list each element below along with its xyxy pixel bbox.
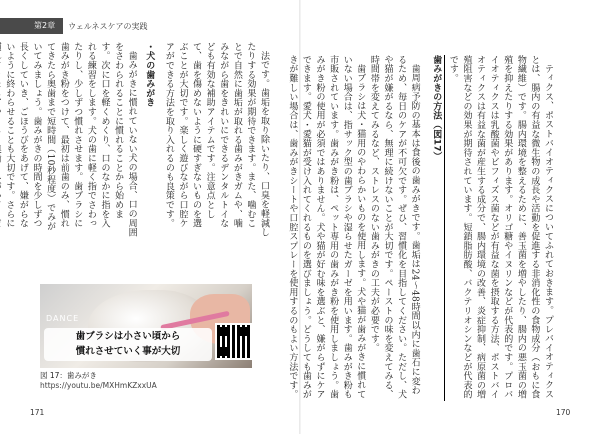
- left-paragraph-2: 歯みがきに慣れていない犬の場合、口の周囲をさわられることに慣れることから始めます。次に口を軽くめくり、口のなかに指を入れる練習をします。犬の歯に軽く指でさわったりし、少しずつ慣れさせます。歯ブラシに歯みがき粉をつけて、最初は前歯のみ、慣れてきたら奥歯まで短時間（10秒程度）でみがいてみましょう。歯みがきの時間を少しずつ長くしていき、ごほうびをあげて、嫌がらないように終わらせることも大切です。さらに: [4, 42, 137, 237]
- qr-code-icon[interactable]: [217, 325, 250, 358]
- left-page-text: [4, 42, 270, 237]
- overlay-line-2: 慣れさせていく事が大切: [75, 346, 181, 357]
- right-paragraph-3: 歯ブラシは犬・猫用のやわらかいものを使用します。犬や猫が歯みがきに慣れていない場合は、指サック型の歯ブラシや湿らせたガーゼを用います。歯みがき粉も市販されています。歯みがき粉は、ペット専用の歯みがき粉を使用しましょう。歯みがき粉の使用が必須ではありません。犬や猫が好む味を選ぶと、嫌がらずにケアできます。愛犬・愛猫が受け入れてくれるものを選びましょう。どうしても歯みがきが難しい場合は、歯みがきシートや口腔スプレーを使用するのもよい方法です。: [287, 55, 366, 400]
- dog-brushing-subheading: ・犬の歯みがき: [144, 42, 155, 108]
- figure-overlay-caption: [44, 328, 212, 361]
- left-paragraph-1: 法です。歯垢を取り除いたり、口臭を軽減したりする効果が期待できます。また、噛むことで自然に歯垢が取れる歯みがきガムや、噛みながら歯をきれいにできるデンタルトイなども有効な補助アイテムです。注意点として、歯を傷めないように硬すぎないものを選ぶことが大切です。楽しく遊びながら口腔ケアができる方法を取り入れるのも良策です。: [163, 42, 269, 237]
- chapter-header: [0, 18, 148, 34]
- page-number-right: 170: [556, 408, 571, 417]
- figure-url-link[interactable]: https://youtu.be/MXHmKZxxUA: [40, 381, 157, 390]
- figure-label: 図 17：歯みがき: [40, 371, 97, 380]
- right-paragraph-2: 歯周病予防の基本は食後の歯みがきです。歯垢は24〜48時間以内に歯石に変わるため、毎日のケアが不可欠です。ぜひ、習慣化を目指してください。ただし、犬や猫が嫌がるなら、無理に続けないことが大切です。ペーストの味を変えてみる、時間帯を変えてみるなど、ストレスのない歯みがきの工夫が必要です。: [368, 55, 420, 400]
- photo-text: DANCE: [46, 314, 80, 323]
- chapter-title: ウェルネスケアの実践: [68, 21, 148, 31]
- overlay-line-1: 歯ブラシは小さい頃から: [75, 331, 181, 342]
- chapter-badge: 第2章: [0, 18, 63, 34]
- right-paragraph-1: ティクス、ポストバイオティクスについてふれておきます。プレバイオティクスとは、腸内の有益な微生物の成長や活動を促進する非消化性の食物成分（おもに食物繊維）です。腸内環境を整えるために、善玉菌を増やしたり、腸内の悪玉菌の増殖を抑えたりする効果があります。オリゴ糖やイヌリンなどが代表的です。プロバイオティクスは乳酸菌やビフィズス菌などが有益な菌を摂取する方法、ポストバイオティクスは有益な菌が産生する成分で、腸内環境の改善、炎症抑制、病原菌の増殖阻害などの効果が期待されています。短鎖脂肪酸、バクテリオシンなどが代表的です。: [447, 55, 553, 400]
- right-page-text: [287, 55, 554, 401]
- page-number-left: 171: [30, 408, 45, 417]
- section-heading: 歯みがきの方法（図17）: [429, 55, 446, 401]
